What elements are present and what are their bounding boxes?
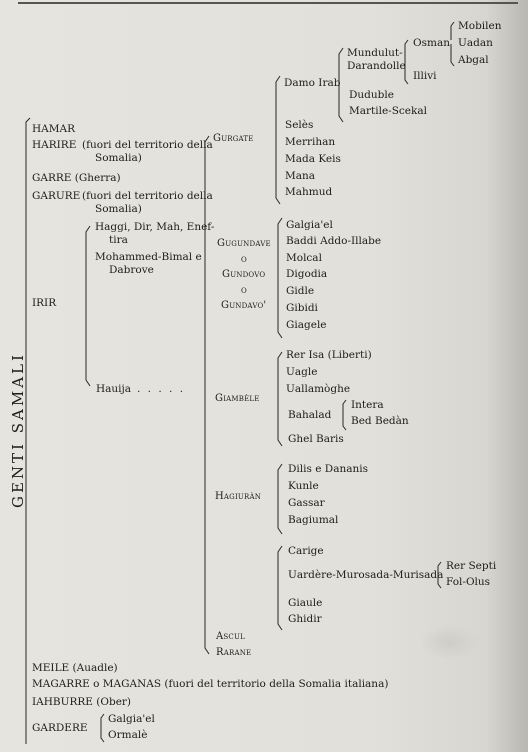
group-gurgate: Gurgate	[213, 133, 254, 144]
paper-stain	[420, 625, 480, 660]
uardere-child-fol-olus: Fol-Olus	[446, 576, 491, 588]
giambele-child-uagle: Uagle	[286, 366, 318, 378]
giambele-child-ghel-baris: Ghel Baris	[288, 433, 344, 445]
osman-child-abgal: Abgal	[458, 54, 489, 66]
osman: Osman	[413, 37, 450, 49]
irir-child-line1: Haggi, Dir, Mah, Enef-	[95, 221, 215, 233]
harire-note: (fuori del territorio della	[82, 139, 213, 151]
gugundave-child-2: Baddi Addo-Illabe	[286, 235, 382, 247]
group-giambele: Giambèle	[215, 393, 260, 404]
gardere: GARDERE	[32, 722, 88, 734]
group-hagiuran: Hagiuràn	[215, 491, 262, 502]
irir-brace	[86, 226, 90, 386]
garure-note-2: Somalia)	[95, 203, 142, 215]
bahalad-child-bed-bedan: Bed Bedàn	[351, 415, 409, 427]
vertical-title-text: GENTI SAMALI	[9, 352, 27, 508]
gardere-child-2: Ormalè	[108, 729, 148, 741]
main-brace	[26, 118, 30, 744]
gurgate-child-mada-keis: Mada Keis	[285, 153, 341, 165]
harire-note-2: Somalia)	[95, 152, 142, 164]
harire: HARIRE	[32, 139, 77, 151]
gugundave-child-5: Gidle	[286, 285, 315, 297]
gugundave-child-6: Gibidi	[286, 302, 318, 314]
mundulut-2: Darandolle	[347, 60, 406, 72]
hagiuran-child-3: Gassar	[288, 497, 325, 509]
hagiuran-child-2: Kunle	[288, 480, 319, 492]
gurgate-child-mana: Mana	[285, 170, 316, 182]
gardere-child-1: Galgia'el	[108, 713, 155, 725]
gurgate-child-mahmud: Mahmud	[285, 186, 333, 198]
hagiuran-child-4: Bagiumal	[288, 514, 339, 526]
osman-brace	[451, 22, 454, 66]
garre: GARRE (Gherra)	[32, 172, 121, 184]
child-giaule: Giaule	[288, 597, 323, 609]
child-carige: Carige	[288, 545, 324, 557]
gugundave-child-7: Giagele	[286, 319, 327, 331]
illivi: Illivi	[413, 70, 437, 82]
group-gugundave-1: Gugundave	[217, 238, 271, 249]
gugundave-child-1: Galgia'el	[286, 219, 333, 231]
giambele-brace	[278, 352, 282, 446]
giambele-child-rer-isa: Rer Isa (Liberti)	[286, 349, 372, 361]
giambele-child-bahalad: Bahalad	[288, 409, 332, 421]
bahalad-child-intera: Intera	[351, 399, 384, 411]
hagiuran-brace	[278, 464, 282, 534]
giambele-child-uallamoghe: Uallamòghe	[286, 383, 351, 395]
group-ascul: Ascul	[216, 631, 245, 642]
gurgate-child-merrihan: Merrihan	[285, 136, 336, 148]
irir: IRIR	[32, 297, 57, 309]
other-brace	[278, 546, 282, 630]
hauija: Hauija	[96, 383, 132, 395]
meile: MEILE (Auadle)	[32, 662, 118, 674]
group-rarane: Rarane	[216, 647, 252, 658]
group-gugundave-3: Gundovo	[222, 269, 266, 280]
uardere-child-rer-septi: Rer Septi	[446, 560, 497, 572]
hagiuran-child-1: Dilis e Dananis	[288, 463, 368, 475]
gurgate-brace	[276, 76, 280, 204]
group-gugundave-2: o	[241, 254, 247, 265]
gugundave-brace	[278, 218, 282, 338]
bahalad-brace	[343, 400, 346, 430]
gurgate-child-seles: Selès	[285, 119, 314, 131]
hauija-dots: . . . . .	[137, 383, 186, 395]
iahburre: IAHBURRE (Ober)	[32, 696, 132, 708]
garure: GARURE	[32, 190, 81, 202]
group-gugundave-4: o	[241, 285, 247, 296]
osman-child-mobilen: Mobilen	[458, 20, 502, 32]
group-gugundave-5: Gundavo'	[221, 300, 267, 311]
gugundave-child-3: Molcal	[286, 252, 322, 264]
irir-child-line4: Dabrove	[109, 264, 154, 276]
child-ghidir: Ghidir	[288, 613, 322, 625]
child-uardere: Uardère-Murosada-Murisada	[288, 569, 444, 581]
irir-child-line3: Mohammed-Bimal e	[95, 251, 202, 263]
mundulut-1: Mundulut-	[347, 47, 403, 59]
irir-child-line2: tira	[109, 234, 128, 246]
garure-note: (fuori del territorio della	[82, 190, 213, 202]
hamar: HAMAR	[32, 123, 75, 135]
martile-scekal: Martile-Scekal	[349, 105, 427, 117]
magarre: MAGARRE o MAGANAS (fuori del territorio della Somalia italiana)	[32, 678, 389, 690]
gardere-brace	[101, 714, 104, 742]
gurgate-child-damo-irab: Damo Irab	[284, 77, 341, 89]
gugundave-child-4: Digodia	[286, 268, 328, 280]
hauija-brace	[205, 136, 209, 654]
osman-child-uadan: Uadan	[458, 37, 493, 49]
duduble: Duduble	[349, 89, 394, 101]
